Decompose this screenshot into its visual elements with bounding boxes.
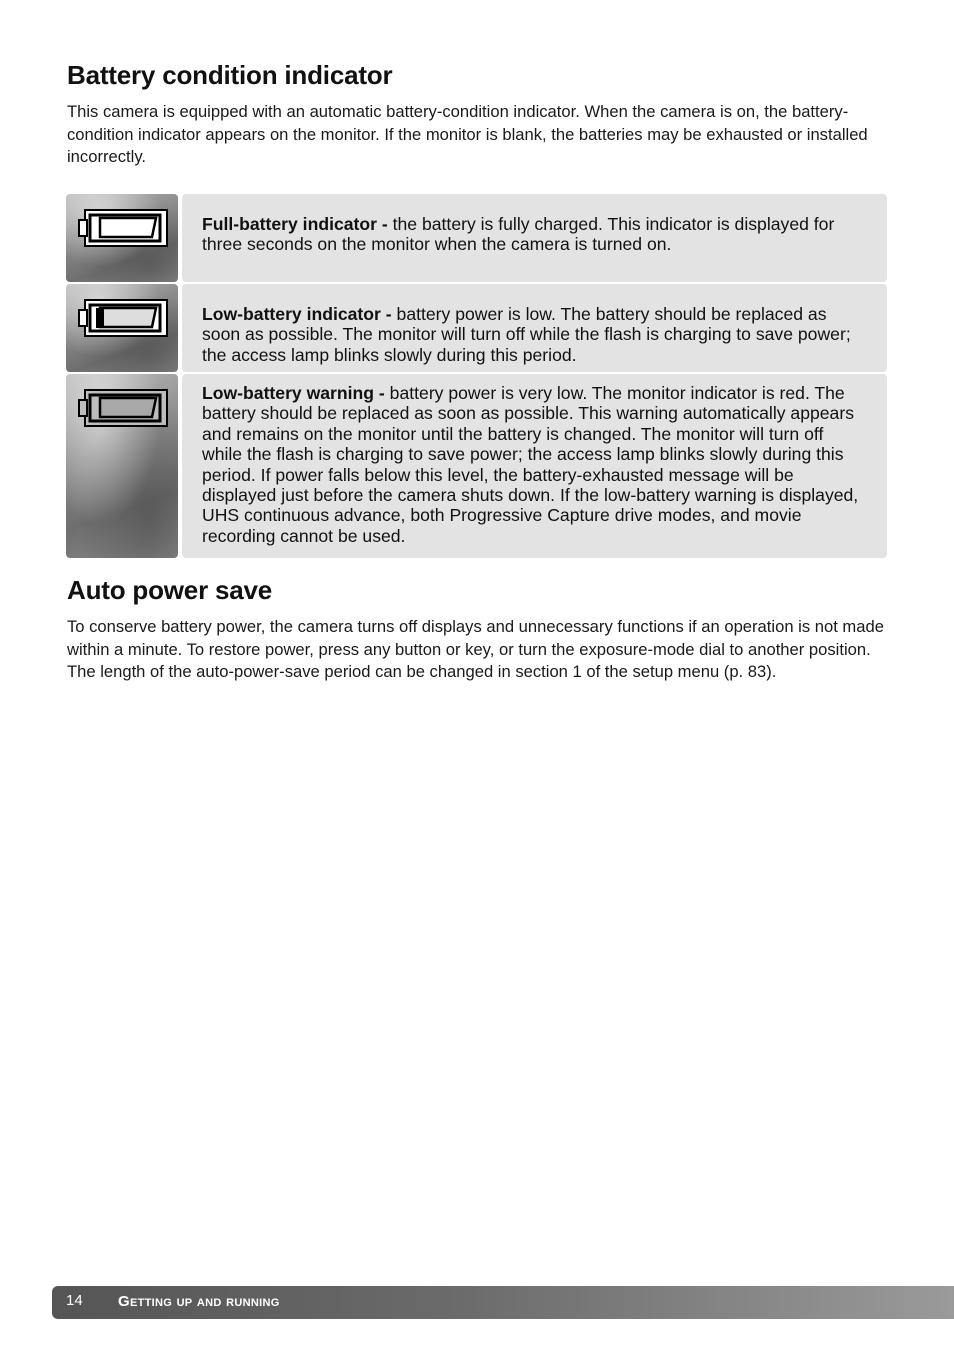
indicator-description	[182, 284, 887, 372]
indicator-description	[182, 194, 887, 282]
low-battery-term: Low-battery indicator -	[202, 304, 392, 324]
full-battery-term: Full-battery indicator -	[202, 214, 388, 234]
battery-intro: This camera is equipped with an automatic battery-condition indicator. When the camera is on, the battery-condition indicator appears on the monitor. If the monitor is blank, the batteries may be exhausted or installed incorrectly.	[67, 102, 868, 166]
indicator-thumbnail	[66, 284, 178, 372]
full-battery-icon	[78, 206, 170, 250]
indicator-row-full	[66, 194, 887, 282]
indicator-row-low	[66, 284, 887, 372]
low-battery-text: battery power is low. The battery should be replaced as soon as possible. The monitor will turn off while the flash is charging to save power; the access lamp blinks slowly during this period.	[202, 304, 851, 365]
battery-warning-term: Low-battery warning -	[202, 383, 385, 403]
battery-warning-text: battery power is very low. The monitor indicator is red. The battery should be replaced as soon as possible. This warning automatically appears and remains on the monitor until the battery is changed. The monitor will turn off while the flash is charging to save power; the access lamp blinks slowly during this period. If power falls below this level, the battery-exhausted message will be displayed just before the camera shuts down. If the low-battery warning is displayed, UHS continuous advance, both Progressive Capture drive modes, and movie recording cannot be used.	[202, 383, 859, 546]
full-battery-text: the battery is fully charged. This indicator is displayed for three seconds on the monitor when the camera is turned on.	[202, 214, 835, 255]
indicator-thumbnail	[66, 374, 178, 558]
power-save-body: To conserve battery power, the camera turns off displays and unnecessary functions if an operation is not made within a minute. To restore power, press any button or key, or turn the exposure-mode dial to another position. The length of the auto-power-save period can be changed in section 1 of the setup menu (p. 83).	[67, 617, 884, 681]
indicator-row-warning	[66, 374, 887, 558]
indicator-description	[182, 374, 887, 558]
battery-warning-icon	[78, 386, 170, 430]
low-battery-icon	[78, 296, 170, 340]
page-number: 14	[66, 1292, 83, 1309]
footer-section-name: Getting up and running	[118, 1293, 280, 1310]
section-title-battery: Battery condition indicator	[67, 60, 393, 90]
section-title-power-save: Auto power save	[67, 575, 273, 605]
low-battery-description	[182, 284, 887, 365]
page-footer	[52, 1286, 954, 1319]
full-battery-description	[182, 194, 887, 255]
indicator-thumbnail	[66, 194, 178, 282]
battery-warning-description	[182, 374, 887, 546]
